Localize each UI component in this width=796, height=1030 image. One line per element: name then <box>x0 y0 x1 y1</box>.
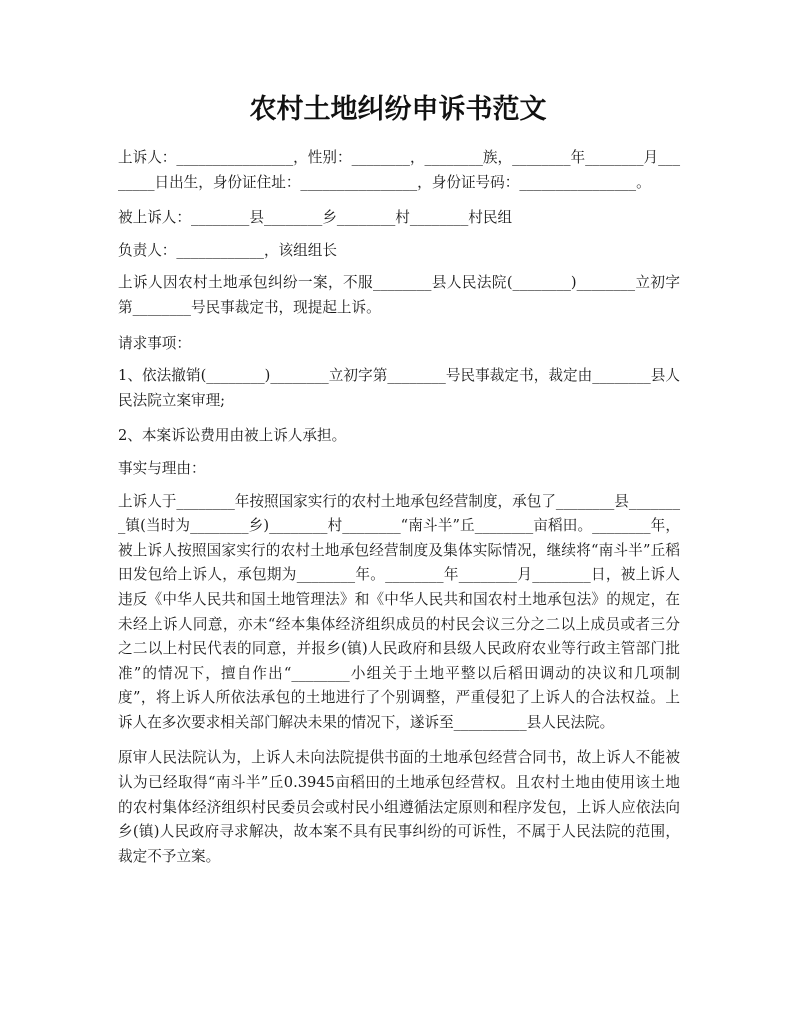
facts-reasons-heading: 事实与理由： <box>118 459 206 477</box>
appellant-info-paragraph: 上诉人：________________，性别：________，________族，________年________月________日出生，身份证住址：________________，身份证号码：________________。 <box>118 149 680 191</box>
request-item-2: 2、本案诉讼费用由被上诉人承担。 <box>118 427 347 445</box>
document-body <box>118 146 680 880</box>
requests-heading: 请求事项： <box>118 334 191 352</box>
appeal-statement-paragraph: 上诉人因农村土地承包纠纷一案，不服________县人民法院(________)________立初字第________号民事裁定书，现提起上诉。 <box>118 274 680 316</box>
request-item-1: 1、依法撤销(________)________立初字第________号民事裁定书，裁定由________县人民法院立案审理; <box>118 367 680 409</box>
original-court-paragraph: 原审人民法院认为，上诉人未向法院提供书面的土地承包经营合同书，故上诉人不能被认为已经取得“南斗半”丘0.3945亩稻田的土地承包经营权。且农村土地由使用该土地的农村集体经济组织村民委员会或村民小组遵循法定原则和程序发包，上诉人应依法向乡(镇)人民政府寻求解决，故本案不具有民事纠纷的可诉性，不属于人民法院的范围，裁定不予立案。 <box>118 749 680 865</box>
respondent-paragraph: 被上诉人：________县________乡________村________村民组 <box>118 209 513 227</box>
responsible-person-paragraph: 负责人：____________，该组组长 <box>118 241 337 259</box>
facts-paragraph: 上诉人于________年按照国家实行的农村土地承包经营制度，承包了________县________镇(当时为________乡)________村________“南斗半”丘________亩稻田。________年，被上诉人按照国家实行的农村土地承包经营制度及集体实际情况，继续将“南斗半”丘稻田发包给上诉人，承包期为________年。________年________月________日，被上诉人违反《中华人民共和国土地管理法》和《中华人民共和国农村土地承包法》的规定，在未经上诉人同意，亦未“经本集体经济组织成员的村民会议三分之二以上成员或者三分之二以上村民代表的同意，并报乡(镇)人民政府和县级人民政府农业等行政主管部门批准”的情况下，擅自作出“________小组关于土地平整以后稻田调动的决议和几项制度”，将上诉人所依法承包的土地进行了个别调整，严重侵犯了上诉人的合法权益。上诉人在多次要求相关部门解决未果的情况下，遂诉至__________县人民法院。 <box>118 492 680 731</box>
document-title: 农村土地纠纷申诉书范文 <box>249 94 547 125</box>
